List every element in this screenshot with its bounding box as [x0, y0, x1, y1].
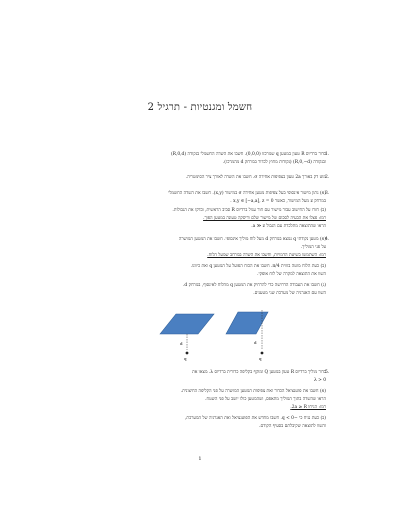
right-q-label: q: [259, 356, 262, 361]
left-charge-icon: [186, 352, 189, 355]
page-number: 1: [198, 456, 202, 462]
q4-part-a-label: (א): [319, 237, 326, 242]
q1-line-1: כדור ברדיוס R טעון במטען q שמרכזו (0,0,0). חשבו את השדה החשמלי בנקודה (R,0,d): [170, 152, 326, 157]
q3-part-a: [70, 190, 326, 198]
page-title: חשמל ומגנטיות - תרגיל 2: [147, 102, 253, 113]
q5-part-b-label: (ב): [320, 416, 326, 421]
q3-part-a-label: (א): [319, 191, 326, 196]
q1-number: 1.: [325, 152, 330, 157]
plates-figure: [150, 306, 280, 362]
q1-line-2: ובנקודה (R,0,−d) (נקודות מחוץ לכדור במרחק d מהמרכז).: [222, 160, 326, 165]
q4-part-a-cont: על פני המוליך.: [300, 245, 326, 250]
q4-part-c-label: (ג): [321, 283, 326, 288]
q4-part-c-text: חשבו את העבודה הדרושה כדי להרחיק את המטען q מהלוח לאינסוף, במרחק d.: [182, 283, 320, 288]
q4-part-b-text: כעת הלוח מוטה בזווית π/4. חשבו את הכוח הפועל על המטען q ואת כיוונו.: [190, 264, 320, 269]
right-d-label: d: [254, 340, 257, 345]
q3-part-b-label: (ב): [320, 208, 326, 213]
q5-part-b: [70, 415, 326, 423]
q3-part-a-cont: במרחק z מעל המישור, כאשר x,y ∈ [−a,a], z = 0 .: [230, 199, 326, 204]
q2-line-1: מוט דק באורך 2a טעון בצפיפות אחידה σ. חשבו את השדה לאורך ציר הסימטריה.: [185, 175, 326, 180]
right-plate: [226, 312, 268, 334]
q3-part-b-text: חזרו על החישוב עבור מישור עם חור עגול ברדיוס R סביב הראשית, ובדקו את הגבולות.: [172, 208, 320, 213]
q5-number: 5.: [325, 370, 330, 375]
q4-part-a-text: מטען נקודתי q נמצא במרחק d מעל לוח מוליך אינסופי. חשבו את המטען המושרה: [178, 237, 319, 242]
q5-intro-cont: λ > 0: [313, 378, 326, 383]
q3-number: 3.: [325, 191, 330, 196]
q3-part-b: [70, 207, 326, 215]
left-q-label: q: [184, 356, 187, 361]
q4-part-a: [70, 236, 326, 244]
q4-number: 4.: [325, 237, 330, 242]
q5-hint: רמז: הניחו 2a ≥ R.: [290, 405, 326, 410]
q3-hint: רמז: פצלו את הבעיה לסכום של מישור שלם ודיסקה טעונה במטען הפוך.: [203, 216, 326, 221]
q5-intro: כדור מוליך ברדיוס R טעון במטען Q ומוקף בקליפה כדורית ברדיוס λ. מצאו את: [192, 370, 326, 375]
q4-hint: רמז: השתמשו בשיטת הדמויות, וחשבו את השדה במרחב שמעל הלוח.: [207, 253, 326, 258]
q4-part-b-label: (ב): [320, 264, 326, 269]
q4-part-b-cont: השוו את התוצאה למקרה של לוח אופקי.: [257, 272, 326, 277]
q5-part-a: [70, 388, 326, 396]
q2-number: 2.: [325, 175, 330, 180]
q3-part-a-text: נתון מישור אינסופי בעל צפיפות מטען אחידה σ במישור (x,y). חשבו את השדה החשמלי: [168, 191, 319, 196]
q5-part-a-cont: הראו שהשדה בתוך המוליך מתאפס, ושהמטען כולו יושב על פני השטח.: [205, 397, 326, 402]
left-plate: [160, 314, 214, 334]
q5-part-a-label: (א): [319, 389, 326, 394]
q4-part-b: [70, 263, 326, 271]
q5-part-a-text: חשבו את פוטנציאל הכדור ואת צפיפות המטען המושרה על פני הקליפה החיצונית.: [180, 389, 319, 394]
q4-part-c: [70, 282, 326, 290]
q5-part-b-text: כעת נניח כי −q < 0. חשבו מחדש את הפוטנציאל ואת האנרגיה של המערכת,: [185, 416, 320, 421]
right-charge-icon: [261, 352, 264, 355]
q4-part-c-cont: השוו עם האנרגיה של מערכת שני מטענים.: [253, 291, 326, 296]
left-d-label: d: [180, 341, 183, 346]
q5-part-b-cont: והשוו לתוצאה שקיבלתם בסעיף הקודם.: [259, 424, 326, 429]
q3-part-b-cont: הראו שהתוצאה מתלכדת עם הגבול a ≫ z.: [251, 224, 326, 229]
